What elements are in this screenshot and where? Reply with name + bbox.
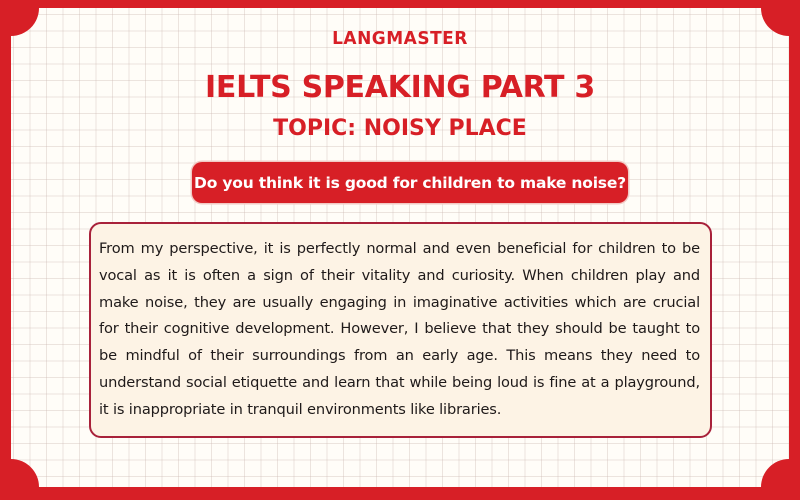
frame-corner-bottom-left [11,459,39,487]
question-text: Do you think it is good for children to make noise? [194,173,626,192]
brand-logo: LANGMASTER [332,28,468,50]
grid-canvas [11,8,789,487]
answer-box [89,222,712,438]
question-banner [192,162,628,203]
answer-text: From my perspective, it is perfectly normal and even beneficial for children to be vocal as it is often a sign of their vitality and curiosity. When children play and make noise, they are usually engaging in imaginative activities which are crucial for their cognitive development. However, I believe that they should be taught to be mindful of their surroundings from an early age. This means they need to understand social etiquette and learn that while being loud is fine at a playground, it is inappropriate in tranquil environments like libraries. [99,240,700,418]
frame-corner-bottom-right [761,459,789,487]
page-title: IELTS SPEAKING PART 3 [205,70,595,105]
topic-subtitle: TOPIC: NOISY PLACE [273,116,527,141]
